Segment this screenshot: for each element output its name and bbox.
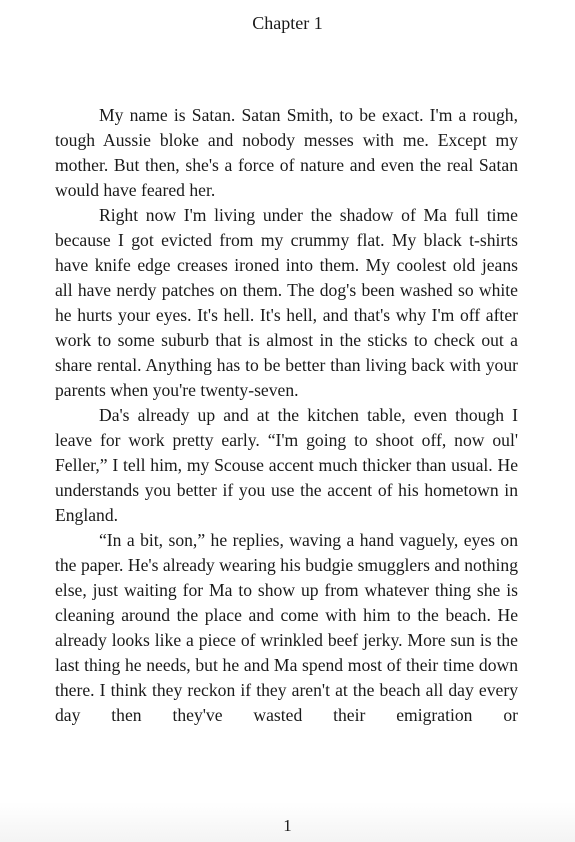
paragraph-1: My name is Satan. Satan Smith, to be exact. I'm a rough, tough Aussie bloke and nobody messes with me. Except my mother. But then, she's a force of nature and even the real Satan would have feared her. xyxy=(55,105,518,200)
paragraph-3: Da's already up and at the kitchen table, even though I leave for work pretty early. “I'm going to shoot off, now oul' Feller,” I tell him, my Scouse accent much thicker than usual. He understands you better if you use the accent of his hometown in England. xyxy=(55,405,518,525)
paragraph-2: Right now I'm living under the shadow of Ma full time because I got evicted from my crummy flat. My black t-shirts have knife edge creases ironed into them. My coolest old jeans all have nerdy patches on them. The dog's been washed so white he hurts your eyes. It's hell. It's hell, and that's why I'm off after work to some suburb that is almost in the sticks to check out a share rental. Anything has to be better than living back with your parents when you're twenty-seven. xyxy=(55,205,518,400)
paragraph-4: “In a bit, son,” he replies, waving a hand vaguely, eyes on the paper. He's already wearing his budgie smugglers and nothing else, just waiting for Ma to show up from whatever thing she is cleaning around the place and come with him to the beach. He already looks like a piece of wrinkled beef jerky. More sun is the last thing he needs, but he and Ma spend most of their time down there. I think they reckon if they aren't at the beach all day every day then they've wasted their emigration or xyxy=(55,530,518,725)
page-number: 1 xyxy=(283,816,292,835)
chapter-body xyxy=(55,103,518,728)
chapter-title: Chapter 1 xyxy=(252,13,323,33)
